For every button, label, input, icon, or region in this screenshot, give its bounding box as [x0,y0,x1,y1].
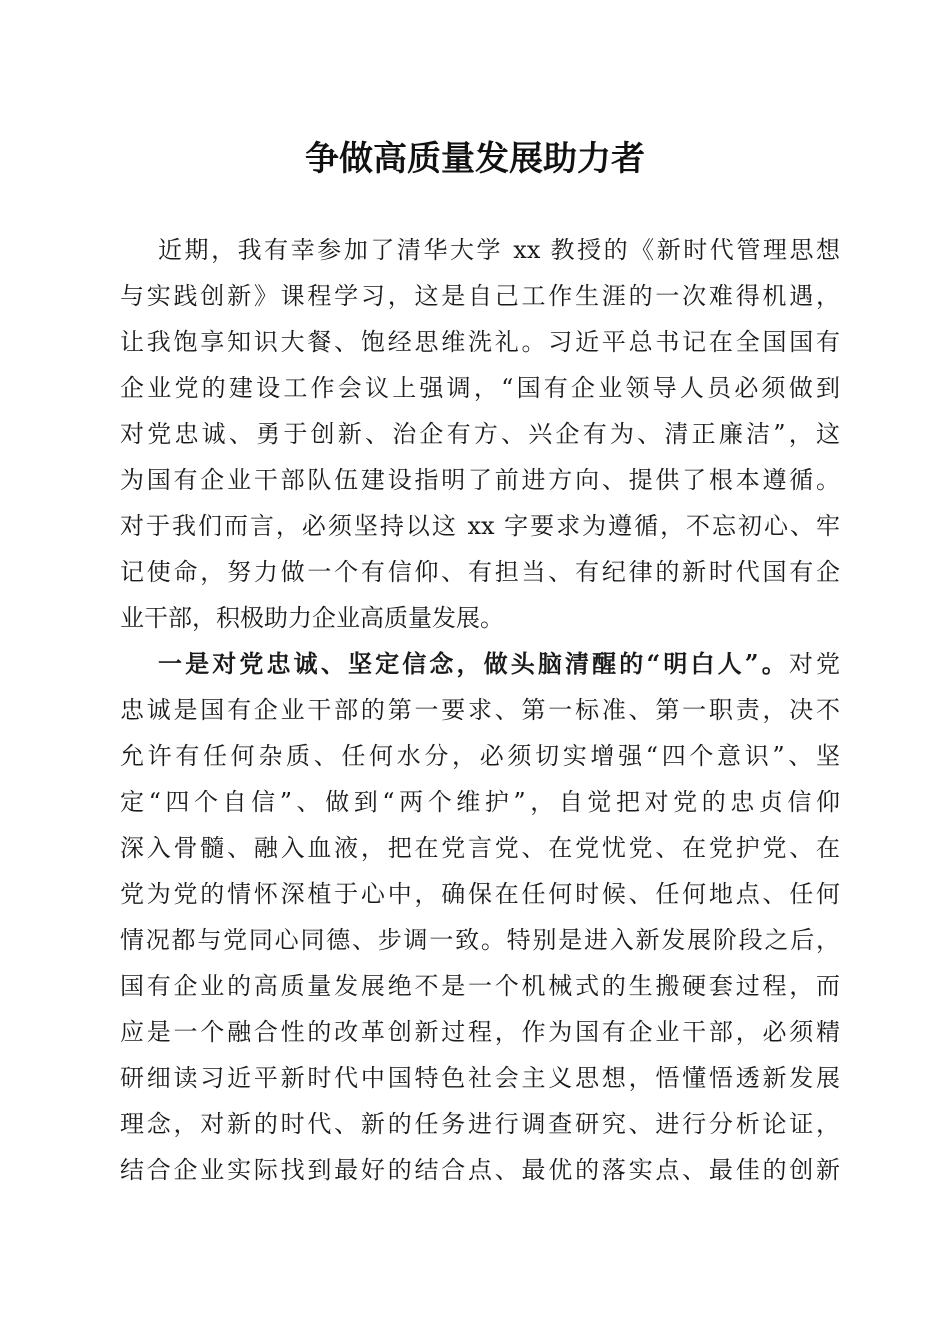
paragraph-line: 理念，对新的时代、新的任务进行调查研究、进行分析论证， [120,1110,840,1138]
paragraph-line: 结合企业实际找到最好的结合点、最优的落实点、最佳的创新 [120,1156,840,1184]
section-heading-line [158,641,840,687]
paragraph-line: 企业党的建设工作会议上强调，“国有企业领导人员必须做到 [120,374,840,402]
paragraph-line: 对于我们而言，必须坚持以这 xx 字要求为遵循，不忘初心、牢 [120,512,840,540]
paragraph-line: 与实践创新》课程学习，这是自己工作生涯的一次难得机遇， [120,282,840,310]
section-heading-bold: 一是对党忠诚、坚定信念，做头脑清醒的“明白人”。 [158,649,789,678]
section-heading-rest: 对党 [788,650,840,678]
paragraph-line: 对党忠诚、勇于创新、治企有方、兴企有为、清正廉洁”，这 [120,420,840,448]
document-title: 争做高质量发展助力者 [305,139,645,179]
paragraph-line: 国有企业的高质量发展绝不是一个机械式的生搬硬套过程，而 [120,972,840,1000]
paragraph-line: 让我饱享知识大餐、饱经思维洗礼。习近平总书记在全国国有 [120,328,840,356]
paragraph-line: 允许有任何杂质、任何水分，必须切实增强“四个意识”、坚 [120,742,840,770]
paragraph-line: 研细读习近平新时代中国特色社会主义思想，悟懂悟透新发展 [120,1064,840,1092]
paragraph-line: 深入骨髓、融入血液，把在党言党、在党忧党、在党护党、在 [120,834,840,862]
paragraph-line: 应是一个融合性的改革创新过程，作为国有企业干部，必须精 [120,1018,840,1046]
paragraph-line: 业干部，积极助力企业高质量发展。 [120,604,504,632]
paragraph-line: 党为党的情怀深植于心中，确保在任何时候、任何地点、任何 [120,880,840,908]
paragraph-line: 忠诚是国有企业干部的第一要求、第一标准、第一职责，决不 [120,696,840,724]
paragraph-line: 为国有企业干部队伍建设指明了前进方向、提供了根本遵循。 [120,466,840,494]
paragraph-line: 情况都与党同心同德、步调一致。特别是进入新发展阶段之后， [120,926,840,954]
paragraph-line: 记使命，努力做一个有信仰、有担当、有纪律的新时代国有企 [120,558,840,586]
paragraph-line: 定“四个自信”、做到“两个维护”，自觉把对党的忠贞信仰 [120,788,840,816]
paragraph-line: 近期，我有幸参加了清华大学 xx 教授的《新时代管理思想 [158,236,840,264]
